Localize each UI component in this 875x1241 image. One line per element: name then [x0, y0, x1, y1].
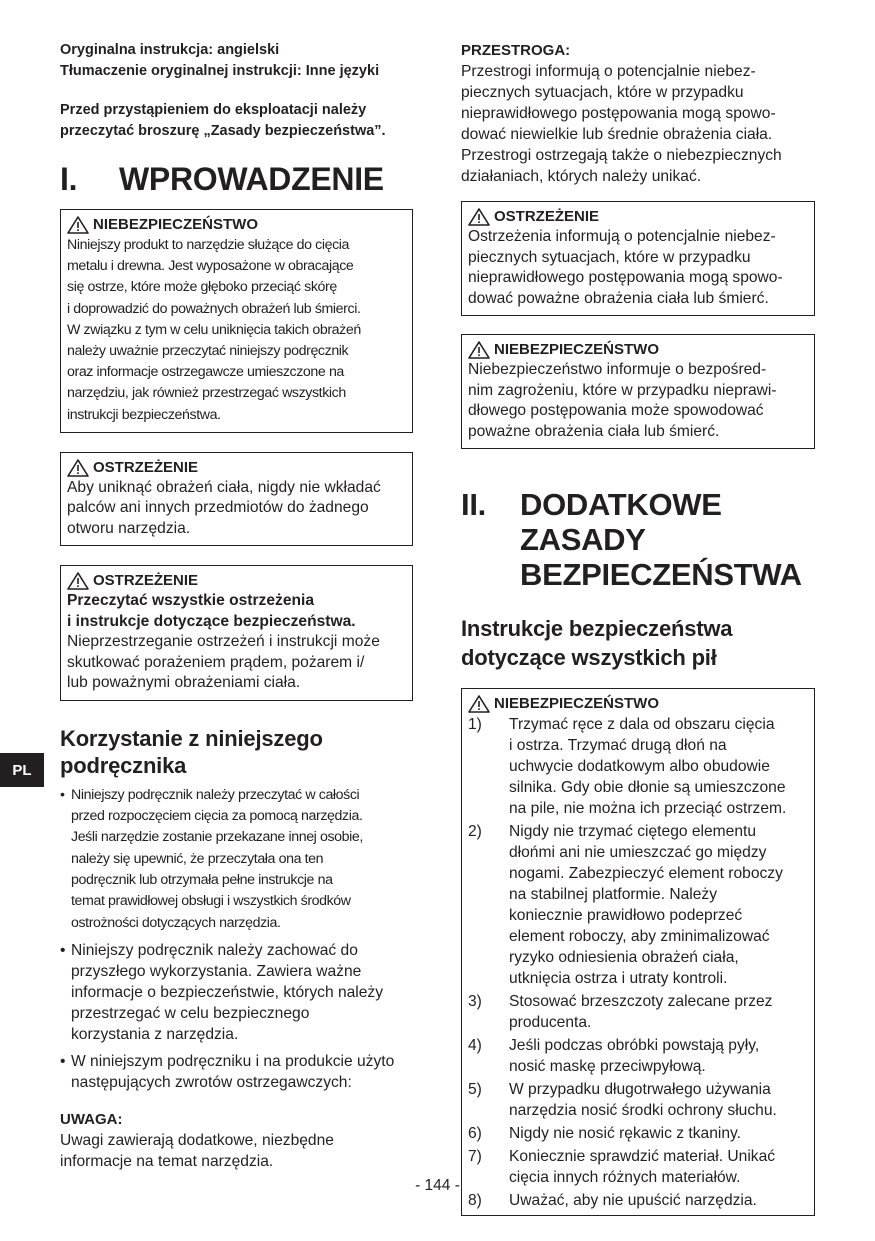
- list-item: [468, 1123, 808, 1144]
- warning-box-body: [468, 227, 808, 309]
- text-line: nieprawidłowego postępowania mogą spowo-: [461, 105, 776, 122]
- text-line: W niniejszym podręczniku i na produkcie użyto: [71, 1052, 395, 1070]
- item-number: 6): [468, 1125, 482, 1142]
- danger-box-body: [468, 360, 808, 442]
- text-line: Nigdy nie nosić rękawic z tkaniny.: [509, 1125, 741, 1142]
- text-line: metalu i drewna. Jest wyposażone w obracające: [67, 258, 354, 275]
- warning-triangle-icon: [468, 341, 490, 359]
- warning-box-read-instructions: [60, 565, 413, 701]
- item-text: [509, 1123, 741, 1144]
- text-line: informacje o bezpieczeństwie, których należy: [71, 983, 384, 1001]
- list-item: [468, 821, 808, 989]
- heading-line: Korzystanie z niniejszego: [60, 725, 323, 751]
- text-line: temat prawidłowej obsługi i wszystkich środków: [71, 893, 351, 910]
- language-tab: PL: [0, 753, 44, 787]
- text-line: palców ani innych przedmiotów do żadnego: [67, 499, 369, 517]
- text-line: Niniejszy podręcznik należy przeczytać w całości: [71, 786, 360, 803]
- text-line: Nigdy nie trzymać ciętego elementu: [509, 823, 757, 840]
- text-line: Trzymać ręce z dala od obszaru cięcia: [509, 716, 775, 733]
- text-line: Koniecznie sprawdzić materiał. Unikać: [509, 1148, 776, 1165]
- text-line: Nieprzestrzeganie ostrzeżeń i instrukcji może: [67, 633, 380, 651]
- item-text: [509, 991, 772, 1033]
- text-line: Niniejszy podręcznik należy zachować do: [71, 941, 358, 959]
- text-line: przyszłego wykorzystania. Zawiera ważne: [71, 962, 362, 980]
- item-number: 7): [468, 1148, 482, 1165]
- text-line: Aby uniknąć obrażeń ciała, nigdy nie wkładać: [67, 478, 381, 496]
- item-number: 1): [468, 716, 482, 733]
- bullet-mark: •: [60, 786, 65, 803]
- text-line: należy się upewnić, że przeczytała ona ten: [71, 850, 324, 867]
- text-line: piecznych sytuacjach, które w przypadku: [461, 84, 744, 101]
- translation-line: Tłumaczenie oryginalnej instrukcji: Inne języki: [60, 63, 380, 79]
- original-language-header: [60, 40, 413, 82]
- text-line: uchwycie dodatkowym albo obudowie: [509, 758, 770, 775]
- item-number: 8): [468, 1192, 482, 1209]
- text-line: element roboczy, aby zminimalizować: [509, 928, 770, 945]
- caution-body: [461, 61, 815, 187]
- warning-box-fingers: [60, 452, 413, 547]
- text-line: nieprawidłowego postępowania mogą spowo-: [468, 269, 783, 286]
- text-line: nosić maskę przeciwpyłową.: [509, 1058, 706, 1075]
- note-title: UWAGA:: [60, 1110, 123, 1128]
- danger-box-title-text: NIEBEZPIECZEŃSTWO: [494, 341, 660, 358]
- text-line: cięcia innych różnych materiałów.: [509, 1169, 741, 1186]
- text-line: następujących zwrotów ostrzegawczych:: [71, 1073, 352, 1091]
- text-line: Niniejszy produkt to narzędzie służące do cięcia: [67, 237, 350, 253]
- bold-text-line: i instrukcje dotyczące bezpieczeństwa.: [67, 612, 356, 630]
- text-line: Stosować brzeszczoty zalecane przez: [509, 993, 773, 1010]
- prerequisite-line-2: przeczytać broszurę „Zasady bezpieczeństwa”.: [60, 123, 386, 139]
- right-column: [461, 40, 815, 1216]
- heading-line: DODATKOWE ZASADY: [520, 487, 722, 557]
- text-line: informacje na temat narzędzia.: [60, 1152, 274, 1170]
- manual-usage-heading: [60, 725, 413, 779]
- heading-line: podręcznika: [60, 752, 187, 778]
- warning-triangle-icon: [67, 216, 89, 234]
- text-line: się ostrze, które może głęboko przeciąć skórę: [67, 279, 337, 296]
- text-line: piecznych sytuacjach, które w przypadku: [468, 248, 751, 266]
- danger-box-product: [60, 209, 413, 433]
- list-item: [468, 991, 808, 1033]
- text-line: nim zagrożeniu, które w przypadku nieprawi-: [468, 381, 777, 399]
- item-text: [509, 1079, 777, 1121]
- left-column: [60, 40, 413, 1172]
- warning-box-body: [67, 478, 406, 540]
- text-line: narzędzia nosić środki ochrony słuchu.: [509, 1102, 777, 1119]
- text-line: narzędziu, jak również przestrzegać wszystkich: [67, 385, 346, 402]
- text-line: dować niewielkie lub średnie obrażenia ciała.: [461, 126, 773, 143]
- text-line: otworu narzędzia.: [67, 519, 191, 537]
- list-item: [468, 1079, 808, 1121]
- text-line: producenta.: [509, 1014, 592, 1031]
- text-line: Przestrogi informują o potencjalnie niebez-: [461, 63, 756, 80]
- bullet-mark: •: [60, 1052, 66, 1070]
- saw-instructions-heading: [461, 614, 815, 672]
- warning-box-title: [468, 207, 808, 227]
- danger-box-title: [468, 694, 808, 714]
- item-number: 3): [468, 993, 482, 1010]
- danger-box-saws: [461, 688, 815, 1216]
- warning-box-title: [67, 458, 406, 478]
- prerequisite-line-1: Przed przystąpieniem do eksploatacji należy: [60, 102, 367, 118]
- item-number: 5): [468, 1081, 482, 1098]
- danger-box-body: [67, 235, 406, 426]
- list-item: [60, 940, 413, 1045]
- text-line: skutkować porażeniem prądem, pożarem i/: [67, 653, 365, 671]
- text-line: lub poważnymi obrażeniami ciała.: [67, 674, 301, 692]
- item-number: 2): [468, 823, 482, 840]
- warning-triangle-icon: [67, 459, 89, 477]
- item-text: [509, 1035, 759, 1077]
- text-line: oraz informacje ostrzegawcze umieszczone na: [67, 364, 344, 381]
- text-line: utknięcia ostrza i utraty kontroli.: [509, 970, 728, 987]
- section-2-number: II.: [461, 487, 486, 522]
- text-line: nogami. Zabezpieczyć element roboczy: [509, 865, 783, 882]
- text-line: na stabilnej platformie. Należy: [509, 886, 718, 903]
- text-line: Uważać, aby nie upuścić narzędzia.: [509, 1192, 757, 1209]
- item-number: 4): [468, 1037, 482, 1054]
- warning-triangle-icon: [468, 695, 490, 713]
- text-line: ostrożności dotyczących narzędzia.: [71, 914, 281, 931]
- text-line: Ostrzeżenia informują o potencjalnie niebez-: [468, 228, 776, 245]
- text-line: podręcznik lub otrzymała pełne instrukcje na: [71, 872, 333, 889]
- text-line: przed rozpoczęciem cięcia za pomocą narzędzia.: [71, 808, 363, 825]
- warning-box-title-text: OSTRZEŻENIE: [494, 208, 600, 225]
- text-line: koniecznie prawidłowo podeprzeć: [509, 907, 743, 924]
- text-line: należy uważnie przeczytać niniejszy podręcznik: [67, 343, 349, 360]
- text-line: dłońmi ani nie umieszczać go między: [509, 844, 767, 861]
- list-item: [60, 1051, 413, 1093]
- section-1-number: I.: [60, 161, 78, 197]
- bold-text-line: Przeczytać wszystkie ostrzeżenia: [67, 592, 315, 610]
- warning-box-title: [67, 571, 406, 591]
- warning-box-title-text: OSTRZEŻENIE: [93, 572, 199, 590]
- danger-box-title-text: NIEBEZPIECZEŃSTWO: [93, 216, 259, 233]
- text-line: Niebezpieczeństwo informuje o bezpośred-: [468, 361, 767, 378]
- section-2-title: [461, 487, 815, 592]
- text-line: i doprowadzić do poważnych obrażeń lub śmierci.: [67, 300, 361, 317]
- section-1-title: [60, 162, 413, 197]
- text-line: poważne obrażenia ciała lub śmierć.: [468, 422, 720, 440]
- text-line: na pile, nie można ich przeciąć ostrzem.: [509, 800, 787, 817]
- text-line: dłowego postępowania może spowodować: [468, 402, 764, 419]
- danger-box-title-text: NIEBEZPIECZEŃSTWO: [494, 695, 660, 712]
- text-line: W przypadku długotrwałego używania: [509, 1081, 771, 1098]
- section-1-heading: WPROWADZENIE: [119, 161, 384, 197]
- heading-line: Instrukcje bezpieczeństwa: [461, 616, 733, 641]
- text-line: dować poważne obrażenia ciała lub śmierć.: [468, 289, 769, 307]
- list-item: [468, 714, 808, 819]
- caution-title: PRZESTROGA:: [461, 42, 571, 59]
- text-line: Jeśli podczas obróbki powstają pyły,: [509, 1037, 760, 1054]
- heading-line: dotyczące wszystkich pił: [461, 645, 717, 670]
- item-text: [509, 821, 783, 989]
- text-line: i ostrza. Trzymać drugą dłoń na: [509, 737, 727, 754]
- manual-usage-list: [60, 785, 413, 1093]
- text-line: Jeśli narzędzie zostanie przekazane innej osobie,: [71, 829, 363, 846]
- saw-safety-list: [468, 714, 808, 1211]
- text-line: silnika. Gdy obie dłonie są umieszczone: [509, 779, 786, 796]
- section-2-heading: [520, 487, 815, 592]
- page-number: - 144 -: [415, 1177, 460, 1194]
- note-body: [60, 1130, 413, 1172]
- text-line: instrukcji bezpieczeństwa.: [67, 406, 221, 423]
- danger-box-title: [468, 340, 808, 360]
- warning-triangle-icon: [67, 572, 89, 590]
- text-line: W związku z tym w celu uniknięcia takich obrażeń: [67, 321, 361, 338]
- warning-triangle-icon: [468, 208, 490, 226]
- text-line: ryzyko odniesienia obrażeń ciała,: [509, 949, 739, 966]
- warning-box-definition: [461, 201, 815, 316]
- text-line: Uwagi zawierają dodatkowe, niezbędne: [60, 1131, 334, 1149]
- danger-box-title: [67, 215, 406, 235]
- original-instruction-line: Oryginalna instrukcja: angielski: [60, 42, 280, 58]
- warning-box-body: [67, 591, 406, 694]
- text-line: Przestrogi ostrzegają także o niebezpiecznych: [461, 147, 782, 164]
- text-line: działaniach, których należy unikać.: [461, 168, 702, 185]
- heading-line: BEZPIECZEŃSTWA: [520, 557, 802, 592]
- bullet-mark: •: [60, 941, 66, 959]
- danger-box-definition: [461, 334, 815, 449]
- list-item: [60, 785, 413, 934]
- prerequisite-note: [60, 100, 413, 142]
- text-line: korzystania z narzędzia.: [71, 1025, 239, 1043]
- item-text: [509, 714, 786, 819]
- warning-box-title-text: OSTRZEŻENIE: [93, 458, 199, 476]
- list-item: [468, 1035, 808, 1077]
- text-line: przestrzegać w celu bezpiecznego: [71, 1004, 310, 1022]
